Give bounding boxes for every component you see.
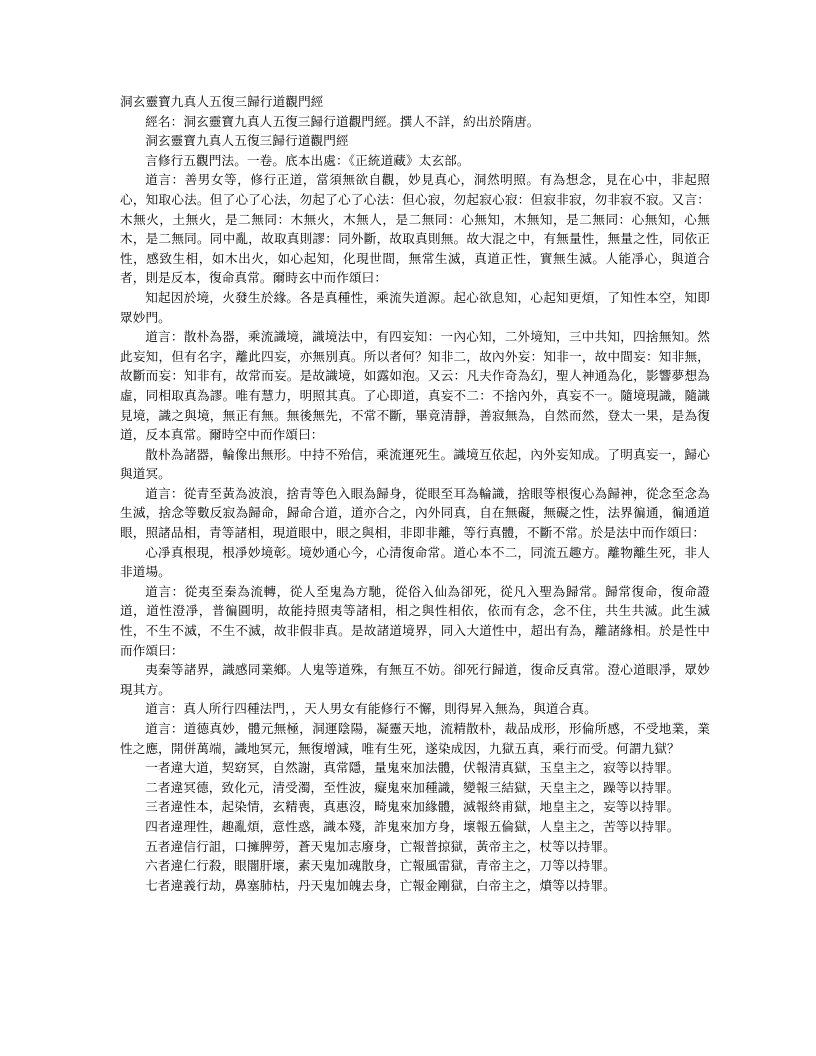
paragraph-hell-4: 四者違理性，趣亂煩，意性惑，識本殘，詐鬼來加方身，壞報五倫獄，人皇主之，苦等以持罪。 bbox=[145, 818, 680, 834]
paragraph-verse-3: 心凈真根現，根凈妙境彰。境妙通心今，心清復命常。道心本不二，同流五趣方。離物離生死，非人非道場。 bbox=[120, 544, 710, 580]
paragraph-heading: 洞玄靈寶九真人五復三歸行道觀門經 bbox=[120, 94, 324, 109]
paragraph-daoyan-6: 道言：道德真妙，體元無極，洞運陰陽，凝靈天地，流精散朴，裁品成形，形倫所感，不受地業，業性之應，開併萬端，識地冥元，無復增減，唯有生死，遂染成因，九獄五真，乘行而受。何謂九獄？ bbox=[120, 721, 710, 756]
paragraph-daoyan-4: 道言：從夷至秦為流轉，從人至鬼為方馳，從俗入仙為卻死，從凡入聖為歸常。歸常復命，復命證道，道性澄凈，普徧圓明，故能持照夷等諸相，相之與性相依，依而有念，念不住，共生共滅。此生滅性，不生不滅，不生不滅，故非假非真。是故諸道境界，同入大道性中，超出有為，離諸緣相。於是性中而作頌曰： bbox=[120, 583, 710, 658]
paragraph-hell-2: 二者違冥德，致化元，清受濁，至性波，癡鬼來加種識，變報三結獄，天皇主之，躁等以持罪。 bbox=[145, 779, 680, 795]
paragraph-source-note: 言修行五觀門法。一卷。底本出處：《正統道藏》太玄部。 bbox=[145, 152, 470, 168]
paragraph-verse-1: 知起因於境，火發生於緣。各是真種性，乘流失道源。起心欲息知，心起知更煩，了知性本空，知即眾妙門。 bbox=[120, 289, 710, 325]
paragraph-hell-6: 六者違仁行殺，眼闇肝壞，素天鬼加魂散身，亡報風雷獄，青帝主之，刀等以持罪。 bbox=[145, 858, 616, 874]
paragraph-verse-2: 散朴為諸器，輪像出無形。中持不殆信，乘流運死生。識境互依起，內外妄知成。了明真妄一，歸心與道冥。 bbox=[120, 446, 710, 482]
paragraph-daoyan-1: 道言：善男女等，修行正道，當須無欲自觀，妙見真心，洞然明照。有為想念，見在心中，非起照心，知取心法。但了心了心法，勿起了心了心法：但心寂，勿起寂心寂：但寂非寂，勿非寂不寂。又言：木無火，土無火，是二無同：木無火，木無人，是二無同：心無知，木無知，是二無同：心無知，心無木，是二無同。同中亂，故取真則謬：同外斷，故取真則無。故大混之中，有無量性，無量之性，同依正性，感致生相，如木出火，如心起知，化現世間，無常生滅，真道正性，實無生滅。人能凈心，與道合者，則是反本，復命真常。爾時玄中而作頌曰： bbox=[120, 172, 710, 286]
paragraph-title-repeat: 洞玄靈寶九真人五復三歸行道觀門經 bbox=[145, 133, 349, 149]
paragraph-daoyan-3: 道言：從青至黃為波浪，捨青等色入眼為歸身，從眼至耳為輪識，捨眼等根復心為歸神，從念至念為生滅，捨念等數反寂為歸命，歸命合道，道亦合之，內外同真，自在無礙，無礙之性，法界徧通，徧通道眼，照諸品相，青等諸相，現道眼中，眼之與相，非即非離，等行真體，不斷不常。於是法中而作頌曰： bbox=[120, 485, 710, 541]
paragraph-hell-7: 七者違義行劫，鼻塞肺枯，丹天鬼加魄去身，亡報金剛獄，白帝主之，燌等以持罪。 bbox=[145, 877, 616, 893]
paragraph-hell-1: 一者違大道，契窈冥，自然謝，真常隱，量鬼來加法體，伏報清真獄，玉皇主之，寂等以持罪。 bbox=[145, 760, 680, 776]
paragraph-hell-3: 三者違性本，起染情，玄精喪，真惠沒，畸鬼來加緣體，滅報終甫獄，地皇主之，妄等以持罪。 bbox=[145, 799, 680, 815]
paragraph-hell-5: 五者違信行詛，口擁脾勞，蒼天鬼加志廢身，亡報普掠獄，黃帝主之，杖等以持罪。 bbox=[145, 838, 616, 854]
paragraph-scripture-name: 經名：洞玄靈寶九真人五復三歸行道觀門經。撰人不詳，約出於隋唐。 bbox=[145, 113, 540, 129]
paragraph-daoyan-2: 道言：散朴為器，乘流識境，識境法中，有四妄知：一內心知，二外境知，三中共知，四捨無知。然此妄知，但有名字，離此四妄，亦無別真。所以者何？知非二，故內外妄：知非一，故中間妄：知非無，故斷而妄：知非有，故常而妄。是故識境，如露如泡。又云：凡夫作奇為幻，聖人神通為化，影響夢想為虛，同相取真為謬。唯有慧力，明照其真。了心即道，真妄不二：不捨內外，真妄不一。隨境現識，隨識見境，識之與境，無正有無。無後無先，不常不斷，畢竟清靜，善寂無為，自然而然，登太一果，是為復道，反本真常。爾時空中而作頌曰： bbox=[120, 329, 710, 443]
paragraph-verse-4: 夷秦等諸界，識感同業鄉。人鬼等道殊，有無互不妨。卻死行歸道，復命反真常。澄心道眼凈，眾妙現其方。 bbox=[120, 662, 710, 697]
paragraph-daoyan-5: 道言：真人所行四種法門，，天人男女有能修行不懈，則得昇入無為，與道合真。 bbox=[145, 701, 597, 717]
document-text-block bbox=[120, 92, 710, 895]
